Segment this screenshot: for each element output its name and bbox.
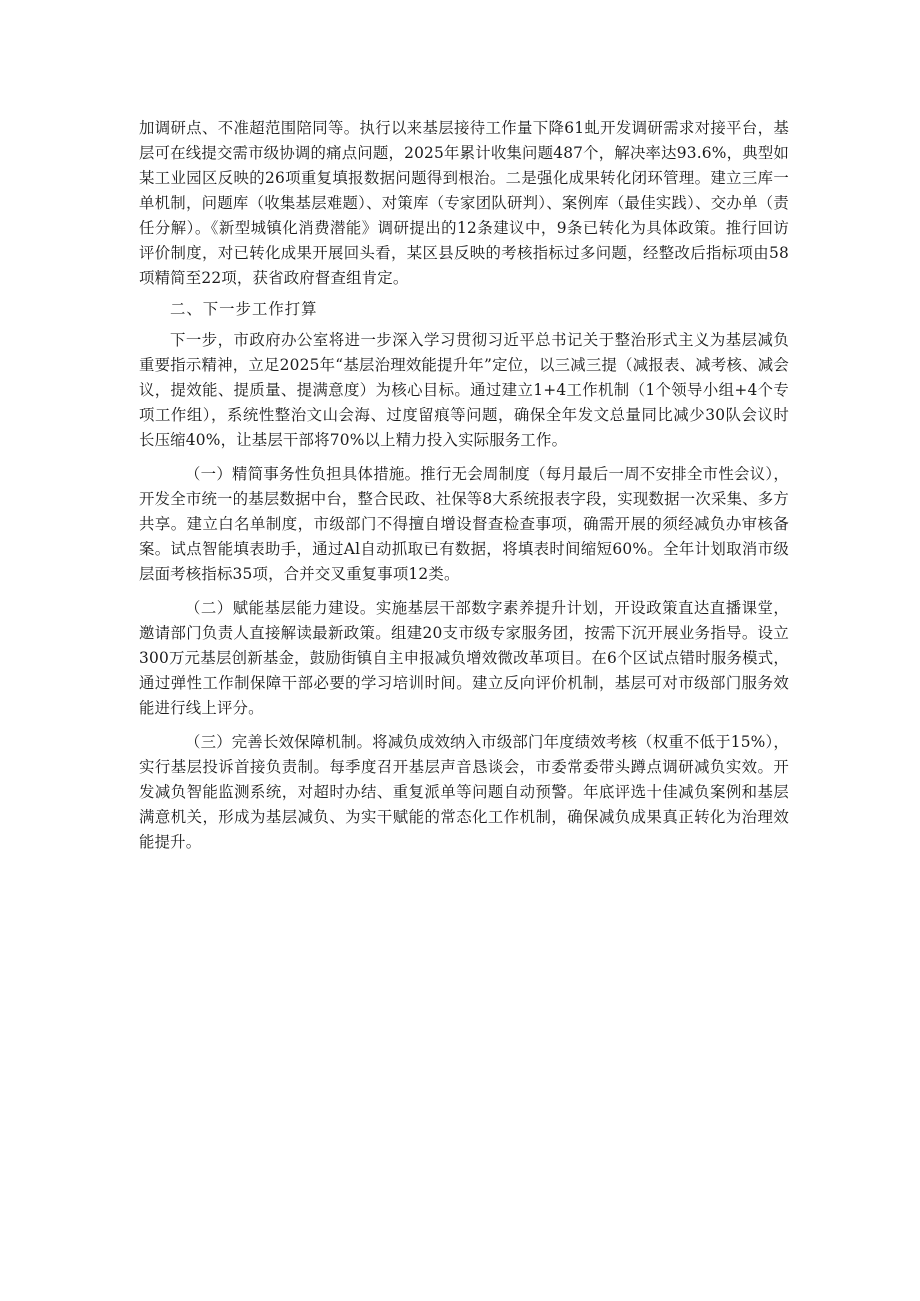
paragraph-measure-3: （三）完善长效保障机制。将减负成效纳入市级部门年度绩效考核（权重不低于15%），实行基层投诉首接负责制。每季度召开基层声音恳谈会，市委常委带头蹲点调研减负实效。开发减负智能监测系统，对超时办结、重复派单等问题自动预警。年底评选十佳减负案例和基层满意机关，形成为基层减负、为实干赋能的常态化工作机制，确保减负成果真正转化为治理效能提升。 bbox=[139, 733, 789, 851]
paragraph-measure-2: （二）赋能基层能力建设。实施基层干部数字素养提升计划，开设政策直达直播课堂，邀请部门负责人直接解读最新政策。组建20支市级专家服务团，按需下沉开展业务指导。设立300万元基层创新基金，鼓励街镇自主申报减负增效微改革项目。在6个区试点错时服务模式，通过弹性工作制保障干部必要的学习培训时间。建立反向评价机制，基层可对市级部门服务效能进行线上评分。 bbox=[139, 599, 789, 717]
paragraph-next-steps-overview: 下一步，市政府办公室将进一步深入学习贯彻习近平总书记关于整治形式主义为基层减负重要指示精神，立足2025年“基层治理效能提升年”定位，以三减三提（减报表、减考核、减会议，提效能、提质量、提满意度）为核心目标。通过建立1+4工作机制（1个领导小组+4个专项工作组），系统性整治文山会海、过度留痕等问题，确保全年发文总量同比减少30队会议时长压缩40%，让基层干部将70%以上精力投入实际服务工作。 bbox=[139, 331, 789, 449]
document-page bbox=[139, 116, 789, 855]
section-heading-next-steps: 二、下一步工作打算 bbox=[170, 300, 318, 318]
paragraph-measure-1: （一）精简事务性负担具体措施。推行无会周制度（每月最后一周不安排全市性会议），开发全市统一的基层数据中台，整合民政、社保等8大系统报表字段，实现数据一次采集、多方共享。建立白名单制度，市级部门不得擅自增设督查检查事项，确需开展的须经减负办审核备案。试点智能填表助手，通过Al自动抓取已有数据，将填表时间缩短60%。全年计划取消市级层面考核指标35项，合并交叉重复事项12类。 bbox=[139, 465, 789, 583]
paragraph-research-followup: 加调研点、不准超范围陪同等。执行以来基层接待工作量下降61虬开发调研需求对接平台，基层可在线提交需市级协调的痛点问题，2025年累计收集问题487个，解决率达93.6%，典型如某工业园区反映的26项重复填报数据问题得到根治。二是强化成果转化闭环管理。建立三库一单机制，问题库（收集基层难题）、对策库（专家团队研判）、案例库（最佳实践）、交办单（责任分解）。《新型城镇化消费潜能》调研提出的12条建议中，9条已转化为具体政策。推行回访评价制度，对已转化成果开展回头看，某区县反映的考核指标过多问题，经整改后指标项由58项精简至22项，获省政府督查组肯定。 bbox=[139, 119, 789, 287]
